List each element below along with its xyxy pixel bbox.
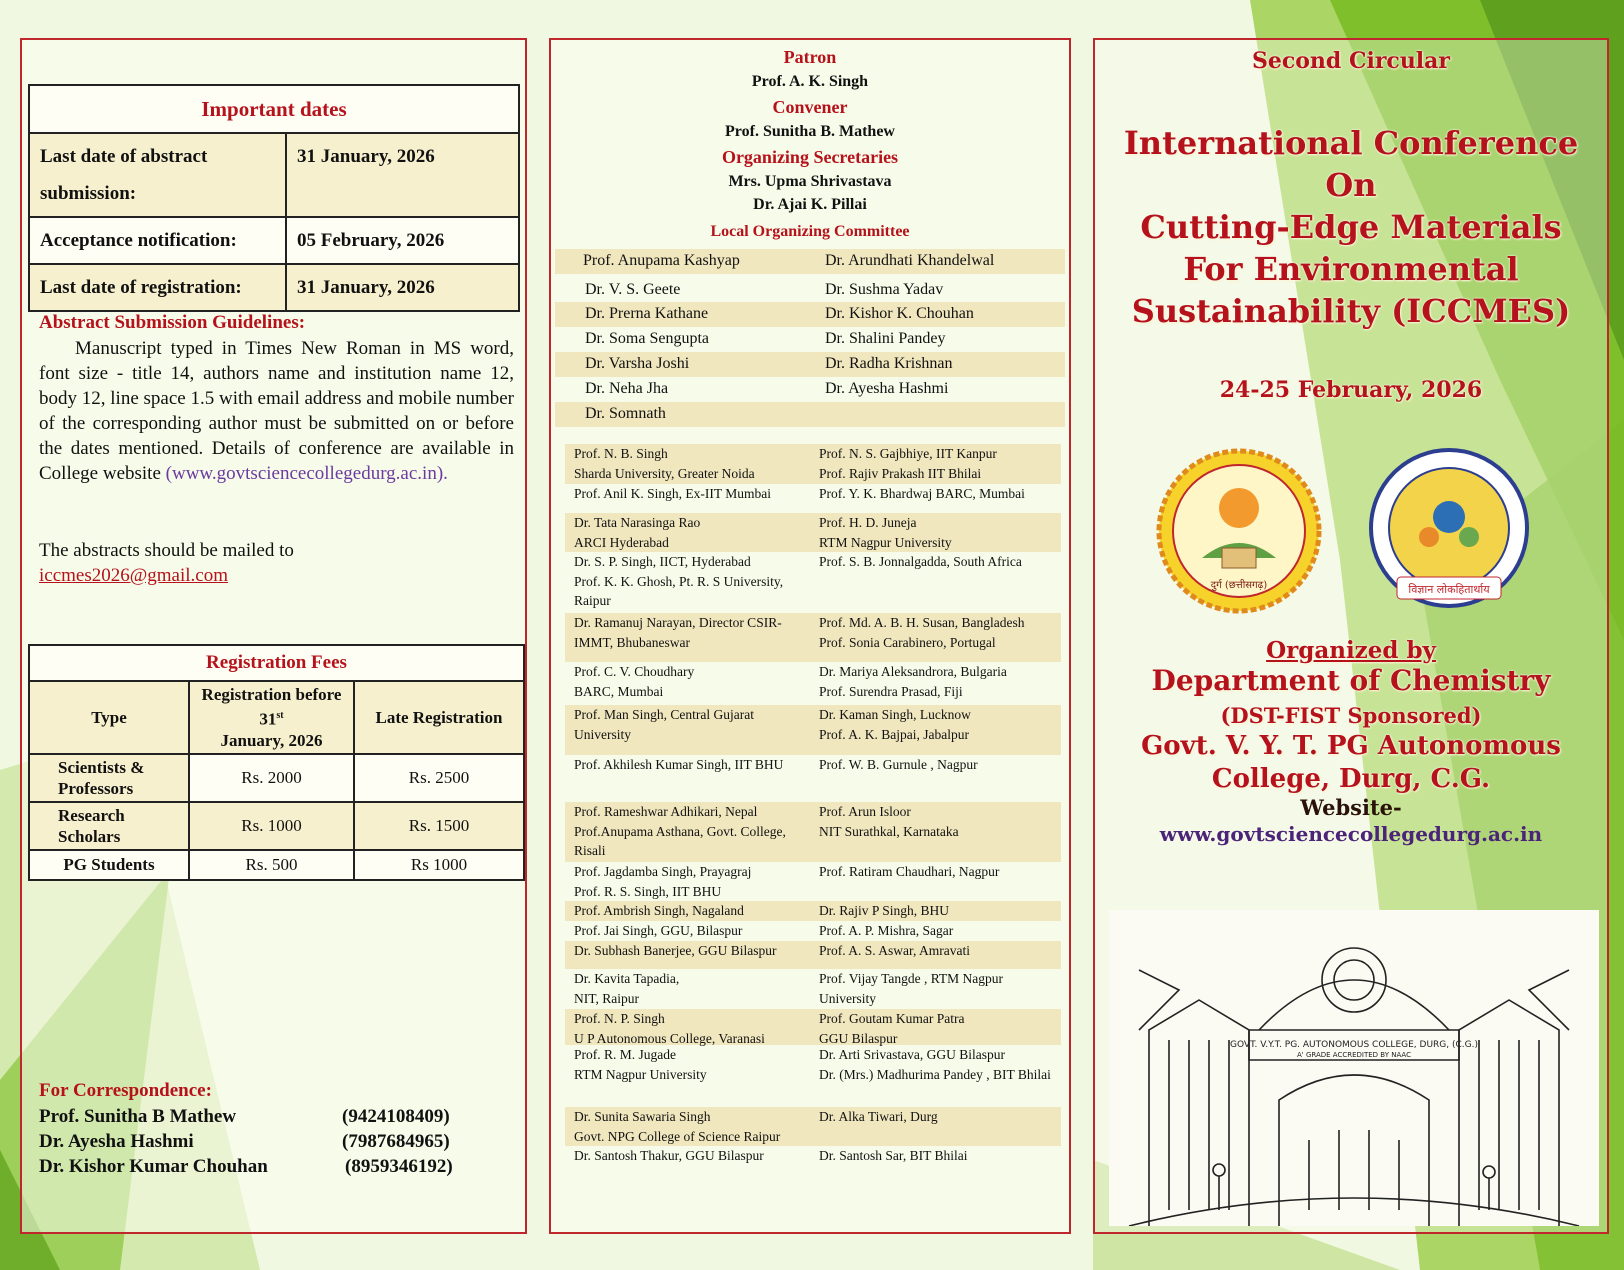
advisory-member: Prof. H. D. Juneja RTM Nagpur University	[819, 515, 952, 550]
convener-name: Prof. Sunitha B. Mathew	[725, 123, 895, 140]
local-committee-row	[555, 278, 1065, 303]
advisory-member: Dr. Subhash Banerjee, GGU Bilaspur	[574, 943, 777, 958]
svg-text:GOVT. V.Y.T. PG. AUTONOMOUS CO: GOVT. V.Y.T. PG. AUTONOMOUS COLLEGE, DURG, (C.G.)	[1230, 1040, 1478, 1050]
cover-website-link[interactable]: www.govtsciencecollegedurg.ac.in	[1159, 822, 1543, 846]
committee-member: Dr. Shalini Pandey	[825, 330, 946, 347]
advisory-row	[565, 941, 1061, 969]
committee-member: Dr. Sushma Yadav	[825, 281, 944, 298]
advisory-row	[565, 862, 1061, 901]
circular-label: Second Circular	[1251, 48, 1451, 74]
advisory-member: Dr. Mariya Aleksandrora, Bulgaria Prof. Surendra Prasad, Fiji	[819, 664, 1007, 699]
sponsor-label: (DST-FIST Sponsored)	[1220, 703, 1482, 728]
fee-early: Rs. 2000	[189, 754, 354, 802]
contact-name: Dr. Kishor Kumar Chouhan	[39, 1156, 268, 1177]
college-website-link[interactable]: www.govtsciencecollegedurg.ac.in	[171, 463, 437, 484]
advisory-member: Dr. Arti Srivastava, GGU Bilaspur Dr. (Mrs.) Madhurima Pandey , BIT Bhilai	[819, 1047, 1051, 1082]
registration-fees-table	[28, 644, 525, 881]
advisory-member: Prof. Vijay Tangde , RTM Nagpur University	[819, 971, 1004, 1006]
advisory-row	[565, 613, 1061, 662]
committee-member: Dr. Soma Sengupta	[585, 330, 709, 347]
fee-late: Rs. 2500	[354, 754, 524, 802]
committee-member: Prof. Anupama Kashyap	[583, 252, 740, 269]
committee-member: Dr. Arundhati Khandelwal	[825, 252, 995, 269]
advisory-member: Prof. Md. A. B. H. Susan, Bangladesh Prof. Sonia Carabinero, Portugal	[819, 615, 1025, 650]
advisory-member: Dr. Santosh Sar, BIT Bhilai	[819, 1148, 968, 1163]
advisory-row	[565, 969, 1061, 1009]
advisory-row	[565, 755, 1061, 802]
svg-text:दुर्ग (छत्तीसगढ़): दुर्ग (छत्तीसगढ़)	[1210, 580, 1268, 591]
advisory-row	[565, 444, 1061, 484]
correspondence-title: For Correspondence:	[39, 1080, 212, 1101]
patron-title: Patron	[783, 47, 837, 67]
advisory-row	[565, 705, 1061, 755]
advisory-row	[565, 662, 1061, 705]
local-committee-row	[555, 377, 1065, 402]
fee-early: Rs. 500	[189, 850, 354, 880]
contact-name: Dr. Ayesha Hashmi	[39, 1131, 194, 1152]
panel-committee	[549, 38, 1071, 1234]
date-label: Acceptance notification:	[29, 217, 286, 264]
advisory-member: Prof. N. S. Gajbhiye, IIT Kanpur Prof. Rajiv Prakash IIT Bhilai	[819, 446, 997, 481]
date-label: Last date of abstract submission:	[29, 133, 286, 217]
fee-type: PG Students	[29, 850, 189, 880]
advisory-member: Prof. R. M. Jugade RTM Nagpur University	[574, 1047, 707, 1082]
advisory-row	[565, 802, 1061, 862]
fee-type: Research Scholars	[29, 802, 189, 850]
panel-info	[20, 38, 527, 1234]
local-committee-row	[555, 302, 1065, 327]
advisory-member: Prof. N. B. Singh Sharda University, Greater Noida	[574, 446, 755, 481]
patron-name: Prof. A. K. Singh	[751, 73, 869, 90]
advisory-row	[565, 1107, 1061, 1146]
advisory-member: Dr. Alka Tiwari, Durg	[819, 1109, 938, 1124]
fees-title: Registration Fees	[29, 645, 524, 681]
advisory-row	[565, 921, 1061, 941]
contact-name: Prof. Sunitha B Mathew	[39, 1106, 237, 1127]
local-committee-title: Local Organizing Committee	[710, 223, 910, 240]
fees-col-type: Type	[29, 681, 189, 754]
committee-member: Dr. Radha Krishnan	[825, 355, 953, 372]
fee-early: Rs. 1000	[189, 802, 354, 850]
department-name: Department of Chemistry	[1151, 664, 1551, 697]
advisory-member: Prof. W. B. Gurnule , Nagpur	[819, 757, 978, 772]
contact-phone: (8959346192)	[345, 1156, 453, 1177]
committee-member: Dr. Somnath	[585, 405, 666, 422]
advisory-member: Prof. Jai Singh, GGU, Bilaspur	[574, 923, 743, 938]
advisory-row	[565, 1009, 1061, 1045]
college-emblem-icon	[1152, 448, 1326, 614]
advisory-member: Prof. Ambrish Singh, Nagaland	[574, 903, 744, 918]
advisory-member: Prof. S. B. Jonnalgadda, South Africa	[819, 554, 1022, 569]
advisory-member: Dr. Kavita Tapadia, NIT, Raipur	[574, 971, 680, 1006]
important-dates-title: Important dates	[29, 85, 519, 133]
email-link[interactable]: iccmes2026@gmail.com	[39, 565, 228, 586]
advisory-member: Prof. Akhilesh Kumar Singh, IIT BHU	[574, 757, 784, 772]
secretaries-title: Organizing Secretaries	[721, 147, 899, 167]
committee-member: Dr. Prerna Kathane	[585, 305, 709, 322]
advisory-member: Dr. Ramanuj Narayan, Director CSIR-IMMT, Bhubaneswar	[574, 615, 782, 650]
advisory-member: Dr. S. P. Singh, IICT, Hyderabad Prof. K. K. Ghosh, Pt. R. S University, Raipur	[574, 554, 784, 608]
committee-member: Dr. V. S. Geete	[585, 281, 681, 298]
panel-cover	[1093, 38, 1609, 1234]
cgcost-emblem-icon	[1363, 445, 1535, 611]
date-value: 31 January, 2026	[286, 264, 519, 311]
local-committee-row	[555, 402, 1065, 427]
fees-col-early: Registration before 31st January, 2026	[189, 681, 354, 754]
guidelines-body: Manuscript typed in Times New Roman in MS word, font size - title 14, authors name and institution name 12, body 12, line space 1.5 with email address and mobile number of the corresponding author must be submitted on or before the dates mentioned. Details of conference are available in College website (www.govtsciencecollegedurg.ac.in).	[39, 338, 514, 484]
website-label: Website-	[1300, 795, 1402, 820]
advisory-member: Prof. N. P. Singh U P Autonomous College, Varanasi	[574, 1011, 765, 1046]
local-committee-row	[555, 352, 1065, 377]
fee-late: Rs 1000	[354, 850, 524, 880]
college-name: Govt. V. Y. T. PG Autonomous College, Durg, C.G.	[1141, 731, 1561, 794]
svg-text:विज्ञान लोकहितार्थाय: विज्ञान लोकहितार्थाय	[1408, 583, 1490, 596]
advisory-member: Prof. Arun Isloor NIT Surathkal, Karnataka	[819, 804, 959, 839]
important-dates-table	[28, 84, 520, 312]
advisory-row	[565, 513, 1061, 552]
conference-dates: 24-25 February, 2026	[1219, 377, 1483, 403]
convener-title: Convener	[772, 97, 848, 117]
advisory-member: Prof. Y. K. Bhardwaj BARC, Mumbai	[819, 486, 1025, 501]
conference-title: International Conference On Cutting-Edge Materials For Environmental Sustainability (ICCMES)	[1123, 124, 1579, 330]
advisory-row	[565, 552, 1061, 613]
committee-member: Dr. Varsha Joshi	[585, 355, 690, 372]
secretary-name: Mrs. Upma Shrivastava	[728, 173, 892, 190]
date-value: 05 February, 2026	[286, 217, 519, 264]
advisory-member: Prof. Rameshwar Adhikari, Nepal Prof.Anupama Asthana, Govt. College, Risali	[574, 804, 786, 858]
advisory-member: Prof. Ratiram Chaudhari, Nagpur	[819, 864, 1000, 879]
mail-note: The abstracts should be mailed to iccmes2026@gmail.com	[39, 540, 294, 586]
advisory-member: Dr. Rajiv P Singh, BHU	[819, 903, 950, 918]
contact-phone: (7987684965)	[342, 1131, 450, 1152]
advisory-member: Prof. A. S. Aswar, Amravati	[819, 943, 970, 958]
advisory-member: Prof. Anil K. Singh, Ex-IIT Mumbai	[574, 486, 771, 501]
organized-by-label: Organized by	[1266, 637, 1436, 664]
advisory-member: Prof. Man Singh, Central Gujarat University	[574, 707, 754, 742]
advisory-member: Prof. Jagdamba Singh, Prayagraj Prof. R. S. Singh, IIT BHU	[574, 864, 752, 899]
local-committee-row	[555, 249, 1065, 274]
committee-member: Dr. Neha Jha	[585, 380, 669, 397]
college-gate-sketch-icon	[1109, 910, 1599, 1226]
fees-col-late: Late Registration	[354, 681, 524, 754]
advisory-row	[565, 1045, 1061, 1107]
committee-member: Dr. Kishor K. Chouhan	[825, 305, 974, 322]
guidelines-title: Abstract Submission Guidelines:	[39, 312, 306, 333]
date-value: 31 January, 2026	[286, 133, 519, 217]
fee-late: Rs. 1500	[354, 802, 524, 850]
committee-member: Dr. Ayesha Hashmi	[825, 380, 949, 397]
advisory-row	[565, 1146, 1061, 1184]
secretary-name: Dr. Ajai K. Pillai	[753, 196, 867, 213]
advisory-member: Prof. C. V. Choudhary BARC, Mumbai	[574, 664, 695, 699]
advisory-member: Dr. Kaman Singh, Lucknow Prof. A. K. Bajpai, Jabalpur	[819, 707, 971, 742]
advisory-member: Dr. Tata Narasinga Rao ARCI Hyderabad	[574, 515, 701, 550]
advisory-member: Prof. A. P. Mishra, Sagar	[819, 923, 954, 938]
advisory-row	[565, 484, 1061, 513]
contact-phone: (9424108409)	[342, 1106, 450, 1127]
svg-text:A' GRADE ACCREDITED BY NAAC: A' GRADE ACCREDITED BY NAAC	[1297, 1051, 1411, 1059]
advisory-row	[565, 901, 1061, 921]
local-committee-row	[555, 327, 1065, 352]
date-label: Last date of registration:	[29, 264, 286, 311]
advisory-member: Dr. Santosh Thakur, GGU Bilaspur	[574, 1148, 764, 1163]
fee-type: Scientists & Professors	[29, 754, 189, 802]
advisory-member: Prof. Goutam Kumar Patra GGU Bilaspur	[819, 1011, 965, 1046]
advisory-member: Dr. Sunita Sawaria Singh Govt. NPG College of Science Raipur	[574, 1109, 781, 1144]
